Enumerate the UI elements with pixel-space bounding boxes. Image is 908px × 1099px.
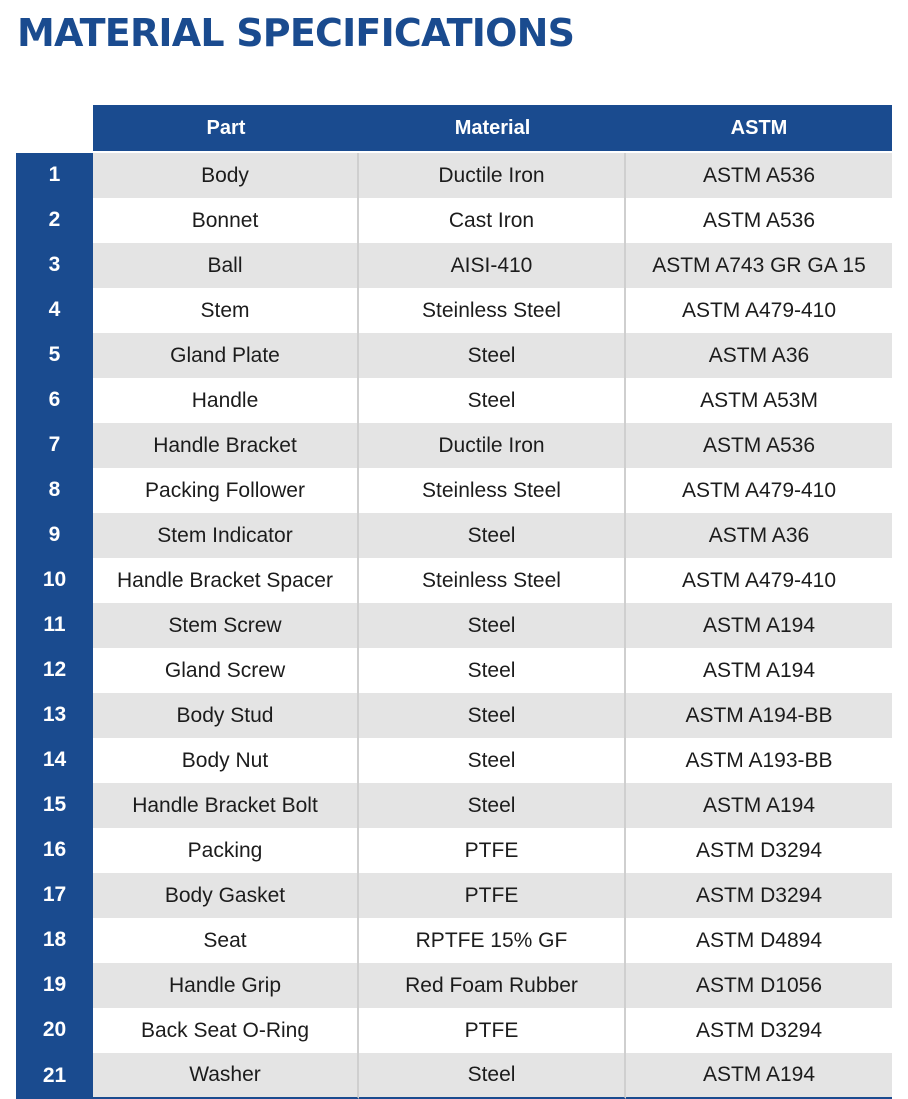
part-cell: Body Gasket	[93, 873, 359, 918]
row-number: 5	[16, 333, 93, 378]
row-number: 21	[16, 1053, 93, 1099]
table-row	[16, 648, 892, 693]
part-cell: Handle Bracket	[93, 423, 359, 468]
astm-cell: ASTM A194-BB	[626, 693, 892, 738]
row-number: 4	[16, 288, 93, 333]
material-cell: RPTFE 15% GF	[359, 918, 626, 963]
part-cell: Body Stud	[93, 693, 359, 738]
material-cell: AISI-410	[359, 243, 626, 288]
part-cell: Ball	[93, 243, 359, 288]
header-blank-cell	[16, 105, 93, 153]
astm-cell: ASTM A194	[626, 1053, 892, 1099]
part-cell: Handle	[93, 378, 359, 423]
header-astm: ASTM	[626, 105, 892, 153]
astm-cell: ASTM D3294	[626, 873, 892, 918]
material-cell: Ductile Iron	[359, 423, 626, 468]
row-number: 19	[16, 963, 93, 1008]
part-cell: Washer	[93, 1053, 359, 1099]
material-cell: Red Foam Rubber	[359, 963, 626, 1008]
astm-cell: ASTM A194	[626, 783, 892, 828]
part-cell: Handle Bracket Bolt	[93, 783, 359, 828]
material-cell: Steinless Steel	[359, 558, 626, 603]
part-cell: Handle Bracket Spacer	[93, 558, 359, 603]
table-row	[16, 378, 892, 423]
material-cell: PTFE	[359, 873, 626, 918]
material-cell: Cast Iron	[359, 198, 626, 243]
row-number: 13	[16, 693, 93, 738]
astm-cell: ASTM A536	[626, 198, 892, 243]
astm-cell: ASTM D3294	[626, 828, 892, 873]
astm-cell: ASTM A53M	[626, 378, 892, 423]
row-number: 3	[16, 243, 93, 288]
row-number: 14	[16, 738, 93, 783]
table-row	[16, 1008, 892, 1053]
part-cell: Body	[93, 153, 359, 198]
table-row	[16, 153, 892, 198]
astm-cell: ASTM A36	[626, 333, 892, 378]
row-number: 2	[16, 198, 93, 243]
page-title: MATERIAL SPECIFICATIONS	[17, 11, 575, 55]
table-body	[16, 153, 892, 1099]
astm-cell: ASTM A36	[626, 513, 892, 558]
material-cell: Steel	[359, 1053, 626, 1099]
table-row	[16, 468, 892, 513]
astm-cell: ASTM A194	[626, 648, 892, 693]
table-row	[16, 423, 892, 468]
row-number: 15	[16, 783, 93, 828]
row-number: 10	[16, 558, 93, 603]
astm-cell: ASTM A194	[626, 603, 892, 648]
part-cell: Stem	[93, 288, 359, 333]
table-row	[16, 963, 892, 1008]
row-number: 20	[16, 1008, 93, 1053]
material-cell: Steel	[359, 603, 626, 648]
part-cell: Packing Follower	[93, 468, 359, 513]
material-cell: Steel	[359, 378, 626, 423]
astm-cell: ASTM A479-410	[626, 558, 892, 603]
astm-cell: ASTM D4894	[626, 918, 892, 963]
row-number: 8	[16, 468, 93, 513]
material-cell: Steel	[359, 513, 626, 558]
astm-cell: ASTM A536	[626, 153, 892, 198]
table-row	[16, 873, 892, 918]
row-number: 11	[16, 603, 93, 648]
table-row	[16, 333, 892, 378]
part-cell: Packing	[93, 828, 359, 873]
table-row	[16, 558, 892, 603]
table-row	[16, 693, 892, 738]
material-cell: Steinless Steel	[359, 288, 626, 333]
part-cell: Gland Plate	[93, 333, 359, 378]
table-row	[16, 198, 892, 243]
part-cell: Seat	[93, 918, 359, 963]
table-header-row	[16, 105, 892, 153]
material-cell: Steel	[359, 648, 626, 693]
table-row	[16, 288, 892, 333]
table-row	[16, 243, 892, 288]
material-cell: Steel	[359, 333, 626, 378]
header-part: Part	[93, 105, 359, 153]
row-number: 1	[16, 153, 93, 198]
table-row	[16, 1053, 892, 1099]
row-number: 18	[16, 918, 93, 963]
header-material: Material	[359, 105, 626, 153]
material-specs-table	[16, 105, 892, 1099]
row-number: 6	[16, 378, 93, 423]
astm-cell: ASTM D1056	[626, 963, 892, 1008]
astm-cell: ASTM A479-410	[626, 288, 892, 333]
table-row	[16, 603, 892, 648]
material-cell: Steel	[359, 783, 626, 828]
table-row	[16, 783, 892, 828]
row-number: 7	[16, 423, 93, 468]
material-cell: PTFE	[359, 828, 626, 873]
astm-cell: ASTM A193-BB	[626, 738, 892, 783]
row-number: 12	[16, 648, 93, 693]
row-number: 16	[16, 828, 93, 873]
table-row	[16, 828, 892, 873]
material-cell: Ductile Iron	[359, 153, 626, 198]
material-cell: Steel	[359, 738, 626, 783]
material-cell: Steel	[359, 693, 626, 738]
table-row	[16, 738, 892, 783]
part-cell: Bonnet	[93, 198, 359, 243]
astm-cell: ASTM A536	[626, 423, 892, 468]
part-cell: Body Nut	[93, 738, 359, 783]
material-cell: PTFE	[359, 1008, 626, 1053]
part-cell: Back Seat O-Ring	[93, 1008, 359, 1053]
astm-cell: ASTM D3294	[626, 1008, 892, 1053]
row-number: 17	[16, 873, 93, 918]
table-row	[16, 918, 892, 963]
part-cell: Handle Grip	[93, 963, 359, 1008]
astm-cell: ASTM A743 GR GA 15	[626, 243, 892, 288]
table-row	[16, 513, 892, 558]
part-cell: Stem Screw	[93, 603, 359, 648]
part-cell: Stem Indicator	[93, 513, 359, 558]
astm-cell: ASTM A479-410	[626, 468, 892, 513]
part-cell: Gland Screw	[93, 648, 359, 693]
row-number: 9	[16, 513, 93, 558]
material-cell: Steinless Steel	[359, 468, 626, 513]
